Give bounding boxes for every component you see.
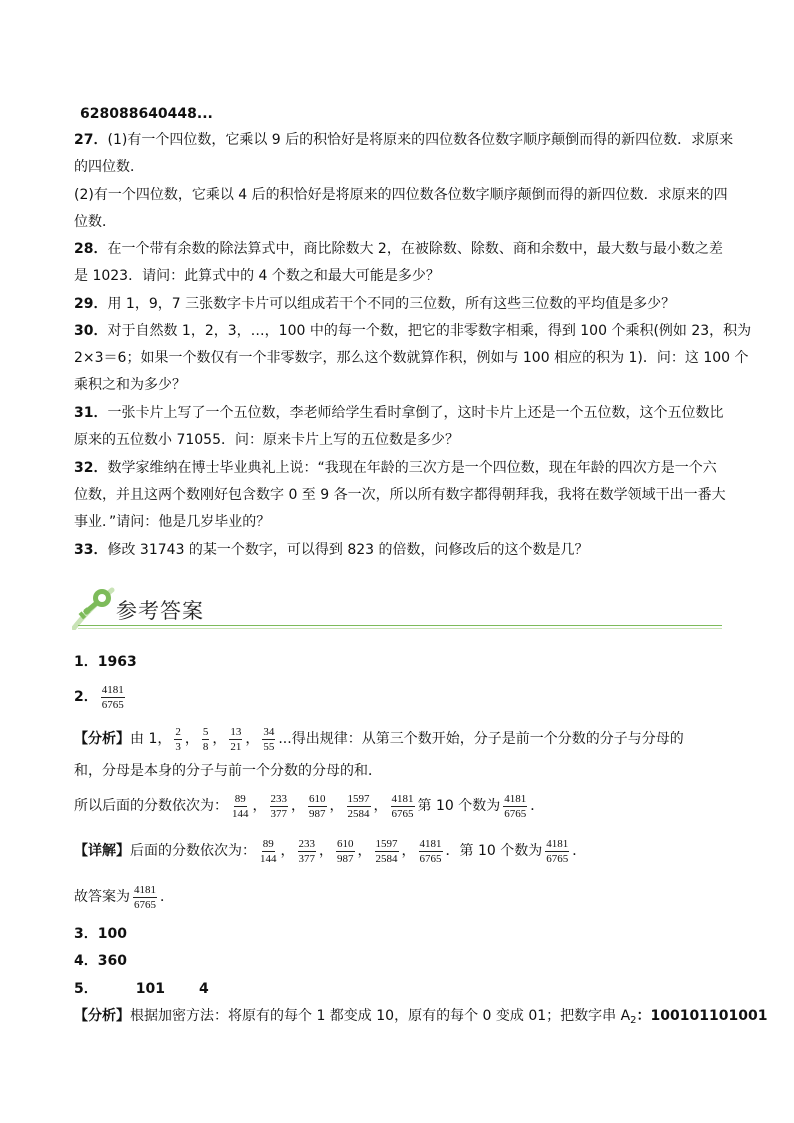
- answer-section-header: [72, 586, 722, 630]
- analysis-line-cont: 和，分母是本身的分子与前一个分数的分母的和．: [74, 763, 382, 779]
- question-31: 31．一张卡片上写了一个五位数，李老师给学生看时拿倒了，这时卡片上还是一个五位数，这个五位数比: [74, 405, 724, 421]
- question-30: 30．对于自然数 1，2，3，…，100 中的每一个数，把它的非零数字相乘，得到 100 个乘积(例如 23，积为: [74, 323, 752, 339]
- question-28: 28．在一个带有余数的除法算式中，商比除数大 2，在被除数、除数、商和余数中，最大数与最小数之差: [74, 241, 723, 257]
- question-27-part-1: 27．(1)有一个四位数，它乘以 9 后的积恰好是将原来的四位数各位数字顺序颠倒而得的新四位数．求原来: [74, 132, 734, 148]
- fraction: $\frac{4181}{6765}$: [419, 837, 442, 865]
- answer-2: 2． $\frac{4181}{6765}$: [74, 683, 124, 711]
- question-32: 32．数学家维纳在博士毕业典礼上说：“我现在年龄的三次方是一个四位数，现在年龄的四次方是一个六: [74, 460, 717, 476]
- fraction: $\frac{89}{144}$: [260, 837, 277, 865]
- answer-3: 3．100: [74, 926, 127, 942]
- question-30-cont-2: 乘积之和为多少？: [74, 377, 186, 393]
- fraction: $\frac{610}{987}$: [337, 837, 354, 865]
- question-27-part-2: (2)有一个四位数，它乘以 4 后的积恰好是将原来的四位数各位数字顺序颠倒而得的新四位数．求原来的四: [74, 187, 728, 203]
- fraction: $\frac{1597}{2584}$: [347, 792, 370, 820]
- fraction: $\frac{5}{8}$: [202, 725, 209, 753]
- question-27-part-1-cont: 的四位数．: [74, 159, 144, 175]
- answer-5-analysis: 【分析】根据加密方法：将原有的每个 1 都变成 10，原有的每个 0 变成 01；把数字串 $A_2$：100101101001: [74, 1008, 768, 1026]
- question-28-cont: 是 1023．请问：此算式中的 4 个数之和最大可能是多少？: [74, 268, 440, 284]
- analysis-line: 【分析】由 1， $\frac{2}{3}$ ， $\frac{5}{8}$ ， $\frac{13}{21}$ ， $\frac{34}{55}$ ...得出规律：从第三个数开始，分子是前一个分数的分子与分母的: [74, 725, 684, 753]
- fraction: $\frac{2}{3}$: [175, 725, 181, 753]
- fraction: $\frac{4181}{6765}$: [101, 683, 124, 711]
- fraction: $\frac{233}{377}$: [270, 792, 287, 820]
- continued-number: 628088640448...: [80, 106, 213, 122]
- fraction: $\frac{4181}{6765}$: [546, 837, 569, 865]
- fraction: $\frac{610}{987}$: [309, 792, 326, 820]
- section-divider: [78, 625, 722, 626]
- sequence-line: 所以后面的分数依次为： $\frac{89}{144}$ ， $\frac{233}{377}$ ， $\frac{610}{987}$ ， $\frac{1597}{2584}$ ， $\frac{4181}{6765}$ 第 10 个数为 $\frac{4181}{6765}$ ．: [74, 792, 545, 820]
- fraction: $\frac{4181}{6765}$: [504, 792, 527, 820]
- answer-5: 5． 101 4: [74, 981, 209, 997]
- fraction: $\frac{34}{55}$: [263, 725, 275, 753]
- answer-4: 4．360: [74, 953, 127, 969]
- question-30-cont: 2×3＝6；如果一个数仅有一个非零数字，那么这个数就算作积，例如与 100 相应的积为 1)．问：这 100 个: [74, 350, 749, 366]
- fraction: $\frac{89}{144}$: [232, 792, 249, 820]
- question-32-cont: 位数，并且这两个数刚好包含数字 0 至 9 各一次，所以所有数字都得朝拜我，我将在数学领域干出一番大: [74, 487, 726, 503]
- question-27-part-2-cont: 位数．: [74, 214, 116, 230]
- question-33: 33．修改 31743 的某一个数字，可以得到 823 的倍数，问修改后的这个数是几？: [74, 542, 589, 558]
- detail-line: 【详解】后面的分数依次为： $\frac{89}{144}$ ， $\frac{233}{377}$ ， $\frac{610}{987}$ ， $\frac{1597}{2584}$ ， $\frac{4181}{6765}$ ．第 10 个数为 $\frac{4181}{6765}$ ．: [74, 837, 587, 865]
- fraction: $\frac{1597}{2584}$: [375, 837, 398, 865]
- section-title: 参考答案: [116, 599, 204, 623]
- fraction: $\frac{4181}{6765}$: [391, 792, 414, 820]
- fraction: $\frac{233}{377}$: [298, 837, 315, 865]
- section-divider-light: [78, 628, 722, 629]
- fraction: $\frac{4181}{6765}$: [134, 883, 156, 911]
- answer-1: 1．1963: [74, 654, 137, 670]
- question-29: 29．用 1，9，7 三张数字卡片可以组成若干个不同的三位数，所有这些三位数的平均值是多少？: [74, 296, 676, 312]
- question-32-cont-2: 事业．”请问：他是几岁毕业的？: [74, 514, 271, 530]
- fraction: $\frac{13}{21}$: [230, 725, 242, 753]
- key-icon: [72, 586, 120, 630]
- conclusion-line: 故答案为 $\frac{4181}{6765}$ ．: [74, 883, 174, 911]
- question-31-cont: 原来的五位数小 71055．问：原来卡片上写的五位数是多少？: [74, 432, 459, 448]
